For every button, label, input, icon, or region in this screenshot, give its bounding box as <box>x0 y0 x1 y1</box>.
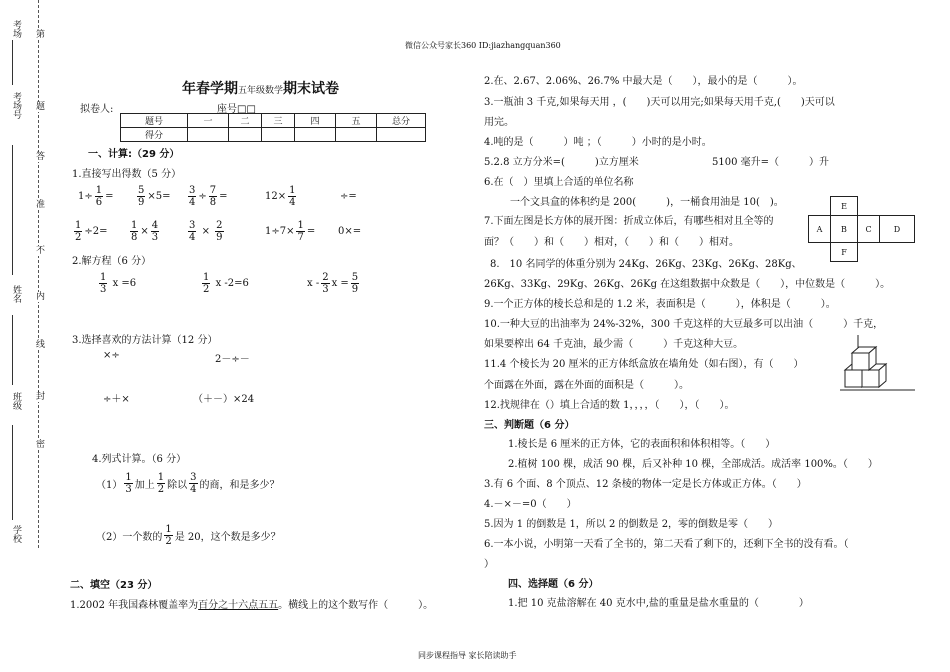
side-fill-line <box>12 315 13 385</box>
s1-q1: 1.直接写出得数（5 分） <box>72 169 182 180</box>
s2-q1: 1.2002 年我国森林覆盖率为百分之十六点五五。横线上的这个数写作（ ）。 <box>70 600 434 611</box>
net-face-e: E <box>830 196 858 216</box>
side-seat-char: 第 <box>36 30 46 40</box>
s2-q5b: 5100 毫升=（ ）升 <box>712 157 830 168</box>
score-header: 一 <box>188 114 229 128</box>
judge-item: 1.棱长是 6 厘米的正方体，它的表面积和体积相等。（ ） <box>508 439 776 450</box>
s2-q11: 11.4 个棱长为 20 厘米的正方体纸盒放在墙角处（如右图），有（ ） <box>484 359 804 370</box>
s1-q3: 3.选择喜欢的方法计算（12 分） <box>72 335 218 346</box>
s2-q7: 7.下面左图是长方体的展开图：折成立体后，有哪些相对且全等的 <box>484 216 774 227</box>
s2-q12: 12.找规律在（）填上合适的数 1，，，，（ ），（ ）。 <box>484 400 735 411</box>
side-fill-line <box>12 40 13 85</box>
calc-item: ÷= <box>340 191 357 202</box>
equation-item: x - $\frac{2}{3}$ x = $\frac{5}{9}$ <box>307 272 359 295</box>
score-row-label: 得分 <box>121 128 188 142</box>
calc-item: $\frac{1}{2}$ ÷2= <box>75 220 108 243</box>
section-3-heading: 三、判断题（6 分） <box>484 420 575 431</box>
side-cut-char: 题 <box>36 102 46 112</box>
side-fill-line <box>12 425 13 520</box>
judge-item: 2.植树 100 棵，成活 90 棵，后又补种 10 棵，全部成活。成活率 100%。（ ） <box>508 459 878 470</box>
s2-q10-cont: 如果要榨出 64 千克油，最少需（ ）千克这种大豆。 <box>484 339 744 350</box>
calc-item: $\frac{3}{4}$ × $\frac{2}{9}$ <box>189 220 223 243</box>
score-header: 总分 <box>377 114 426 128</box>
score-cell[interactable] <box>336 128 377 142</box>
choice-calc-item: ×÷ <box>103 350 120 361</box>
calc-item: $\frac{3}{4}$ ÷ $\frac{7}{8}$ = <box>189 185 228 208</box>
footer-text: 同步课程指导 家长陪读助手 <box>418 651 517 660</box>
calc-item: $\frac{1}{8}$ × $\frac{4}{3}$ <box>131 220 159 243</box>
binding-dashed-line <box>38 0 39 548</box>
score-header: 四 <box>295 114 336 128</box>
cube-front <box>845 370 862 387</box>
section-1-heading: 一、计算:（29 分） <box>88 149 180 160</box>
score-header: 二 <box>229 114 262 128</box>
calc-item: 12× $\frac{1}{4}$ <box>265 185 296 208</box>
side-cut-char: 线 <box>36 340 46 350</box>
s2-q7-cont: 面？（ ）和（ ）相对，（ ）和（ ）相对。 <box>484 237 739 248</box>
side-label-room-no: 考场号 <box>11 92 21 119</box>
score-header: 五 <box>336 114 377 128</box>
net-face-f: F <box>830 242 858 262</box>
s2-q6-cont: 一个文具盒的体积约是 200( )，一桶食用油是 10( )。 <box>510 197 784 208</box>
calc-item: $\frac{5}{9}$ × 5 = <box>138 185 171 208</box>
score-cell[interactable] <box>262 128 295 142</box>
choice-item: 1.把 10 克盐溶解在 40 克水中,盐的重量是盐水重量的（ ） <box>508 598 809 609</box>
s2-q2: 2.在、2.67、2.06%、26.7% 中最大是（ ），最小的是（ ）。 <box>484 76 803 87</box>
score-cell[interactable] <box>377 128 426 142</box>
judge-item-cont: ） <box>484 559 494 570</box>
calc-item: 1÷7× $\frac{1}{7}$ = <box>265 220 316 243</box>
judge-item: 4.－×－=0（ ） <box>484 499 577 510</box>
net-face-a: A <box>808 215 831 243</box>
s2-q8: 8. 10 名同学的体重分别为 24Kg、26Kg、23Kg、26Kg、28Kg、 <box>490 259 802 270</box>
judge-item: 6.一本小说，小明第一天看了全书的，第二天看了剩下的，还剩下全书的没有看。（ <box>484 539 849 550</box>
equation-item: $\frac{1}{2}$ x -2=6 <box>203 272 249 295</box>
side-cut-char: 封 <box>36 392 46 402</box>
corner-cubes-figure <box>830 330 920 400</box>
s1-q4: 4.列式计算。（6 分） <box>92 454 187 465</box>
choice-calc-item: ÷＋× <box>103 394 130 405</box>
section-2-heading: 二、填空（23 分） <box>70 580 158 591</box>
cube-front <box>852 353 869 370</box>
calc-item: 0×= <box>338 226 362 237</box>
net-face-d: D <box>879 215 915 243</box>
equation-item: $\frac{1}{3}$ x =6 <box>100 272 137 295</box>
s2-q5a: 5.2.8 立方分米=( )立方厘米 <box>484 157 639 168</box>
score-header: 题号 <box>121 114 188 128</box>
s2-q4: 4.吨的是（ ）吨 ；（ ）小时的是小时。 <box>484 137 712 148</box>
word-problem-1: （1） $\frac{1}{3}$ 加上 $\frac{1}{2}$ 除以 $\frac{3}{4}$ 的商，和是多少？ <box>96 472 280 495</box>
side-cut-char: 内 <box>36 292 46 302</box>
s2-q8-cont: 26Kg、33Kg、29Kg、26Kg、26Kg 在这组数据中众数是（ ），中位数是（ ）。 <box>484 279 891 290</box>
side-cut-char: 答 <box>36 152 46 162</box>
s2-q6: 6.在（ ）里填上合适的单位名称 <box>484 177 634 188</box>
score-cell[interactable] <box>295 128 336 142</box>
word-problem-2: （2）一个数的 $\frac{1}{2}$ 是 20，这个数是多少？ <box>96 524 281 547</box>
exam-title: 年春学期五年级数学期末试卷 <box>182 81 340 97</box>
judge-item: 5.因为 1 的倒数是 1，所以 2 的倒数是 2，零的倒数是零（ ） <box>484 519 779 530</box>
s2-q3-cont: 用完。 <box>484 117 514 128</box>
side-label-school: 学校 <box>11 525 21 543</box>
side-label-name: 姓名 <box>11 285 21 303</box>
watermark: 微信公众号家长360 ID:jiazhangquan360 <box>405 41 561 50</box>
seat-number: 座号□□ <box>217 104 256 115</box>
s2-q10: 10.一种大豆的出油率为 24%-32%，300 千克这样的大豆最多可以出油（ ）千克， <box>484 319 884 330</box>
net-face-b: B <box>830 215 858 243</box>
calc-item: 1 ÷ $\frac{1}{6}$ = <box>78 185 114 208</box>
side-label-class: 班级 <box>11 392 21 410</box>
net-face-c: C <box>857 215 880 243</box>
side-label-exam-room: 考场 <box>11 20 21 38</box>
section-4-heading: 四、选择题（6 分） <box>508 579 599 590</box>
side-cut-char: 不 <box>36 246 46 256</box>
score-table <box>120 113 426 142</box>
cube-front <box>862 370 879 387</box>
choice-calc-item: 2－÷－ <box>215 354 250 365</box>
judge-item: 3.有 6 个面、8 个顶点、12 条棱的物体一定是长方体或正方体。（ ） <box>484 479 807 490</box>
choice-calc-item: （＋－）×24 <box>193 394 255 405</box>
side-cut-char: 密 <box>36 440 46 450</box>
side-fill-line <box>12 145 13 275</box>
s1-q2: 2.解方程（6 分） <box>72 256 152 267</box>
side-cut-char: 准 <box>36 200 46 210</box>
score-header: 三 <box>262 114 295 128</box>
s2-q9: 9.一个正方体的棱长总和是的 1.2 米，表面积是（ ），体积是（ ）。 <box>484 299 836 310</box>
score-cell[interactable] <box>229 128 262 142</box>
setter-label: 拟卷人: <box>80 104 114 115</box>
s2-q3: 3.一瓶油 3 千克,如果每天用 ，( )天可以用完;如果每天用千克,( )天可以 <box>484 97 835 108</box>
s2-q11-cont: 个面露在外面，露在外面的面积是（ ）。 <box>484 380 689 391</box>
score-cell[interactable] <box>188 128 229 142</box>
